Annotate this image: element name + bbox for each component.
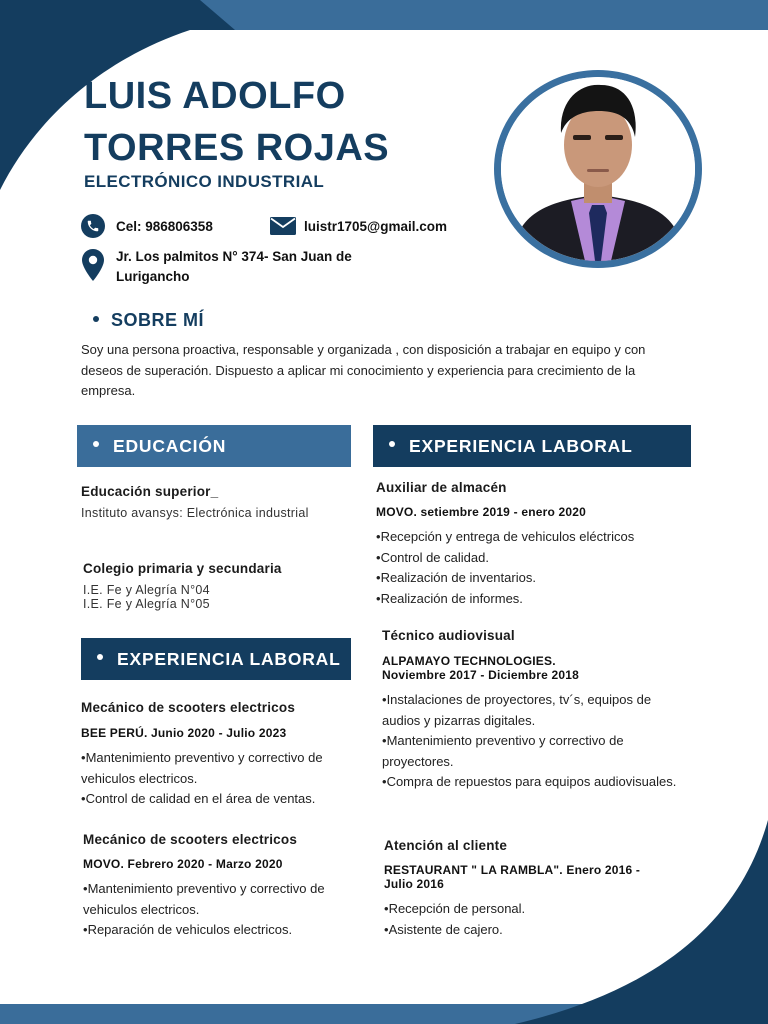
name-line-2: TORRES ROJAS [84, 127, 390, 169]
education-item-detail: Instituto avansys: Electrónica industrial [81, 506, 309, 520]
bullet-dot-icon [93, 441, 99, 447]
job-title: Mecánico de scooters electricos [83, 832, 298, 847]
person-portrait-icon [501, 77, 695, 261]
job-title: Mecánico de scooters electricos [81, 700, 296, 715]
list-item: • Control de calidad en el área de ventas. [81, 789, 356, 810]
experience-right-header [373, 425, 691, 467]
list-item: • Control de calidad. [376, 548, 696, 569]
education-header [77, 425, 351, 467]
list-item: • Mantenimiento preventivo y correctivo de proyectores. [382, 731, 692, 772]
about-text: Soy una persona proactiva, responsable y organizada , con disposición a trabajar en equipo y con deseos de superación. Dispuesto a aplicar mi conocimiento y experiencia para crecimiento de la empresa. [81, 342, 646, 398]
list-item: • Reparación de vehiculos electricos. [83, 920, 358, 941]
phone-icon [81, 214, 105, 238]
list-item: • Asistente de cajero. [384, 920, 684, 941]
job-bullets [81, 748, 356, 810]
job-title: Auxiliar de almacén [376, 480, 507, 495]
job-company-line: RESTAURANT " LA RAMBLA". Enero 2016 - [384, 863, 641, 877]
education-detail-line: I.E. Fe y Alegría N°05 [83, 596, 210, 611]
full-name [84, 70, 389, 174]
experience-right-heading-text: EXPERIENCIA LABORAL [409, 435, 633, 456]
education-detail-line: I.E. Fe y Alegría N°04 [83, 583, 210, 597]
job-company-line: Julio 2016 [384, 877, 445, 891]
about-heading [93, 310, 204, 331]
job-company [382, 654, 579, 682]
job-company-line: Noviembre 2017 - Diciembre 2018 [382, 668, 579, 682]
profile-photo [494, 70, 702, 268]
job-bullets [382, 690, 692, 793]
list-item: • Realización de informes. [376, 589, 696, 610]
job-company: MOVO. Febrero 2020 - Marzo 2020 [83, 857, 283, 871]
job-company: BEE PERÚ. Junio 2020 - Julio 2023 [81, 726, 287, 740]
bullet-dot-icon [93, 316, 99, 322]
phone-contact [81, 214, 105, 238]
job-title: Atención al cliente [384, 838, 508, 853]
experience-left-header [81, 638, 351, 680]
location-icon-wrap [82, 249, 104, 286]
education-item-title: Educación superior_ [81, 484, 219, 499]
list-item: • Compra de repuestos para equipos audiovisuales. [382, 772, 692, 793]
education-item-title: Colegio primaria y secundaria [83, 561, 282, 576]
phone-text: Cel: 986806358 [116, 219, 213, 234]
list-item: • Realización de inventarios. [376, 568, 696, 589]
job-company-line: ALPAMAYO TECHNOLOGIES. [382, 654, 556, 668]
address-text: Jr. Los palmitos N° 374- San Juan de Lurigancho [116, 249, 352, 284]
list-item: • Instalaciones de proyectores, tv´s, equipos de audios y pizarras digitales. [382, 690, 692, 731]
experience-left-heading-text: EXPERIENCIA LABORAL [117, 648, 341, 669]
job-bullets [384, 899, 684, 940]
job-company [384, 863, 640, 891]
email-icon-wrap [270, 217, 296, 240]
map-pin-icon [82, 249, 104, 281]
bullet-dot-icon [389, 441, 395, 447]
job-bullets [83, 879, 358, 941]
job-title: ELECTRÓNICO INDUSTRIAL [84, 172, 325, 191]
education-item-detail [83, 584, 210, 611]
list-item: • Recepción y entrega de vehiculos eléctricos [376, 527, 696, 548]
list-item: • Mantenimiento preventivo y correctivo de vehiculos electricos. [81, 748, 356, 789]
job-bullets [376, 527, 696, 609]
bullet-dot-icon [97, 654, 103, 660]
job-title: Técnico audiovisual [382, 628, 515, 643]
list-item: • Mantenimiento preventivo y correctivo de vehiculos electricos. [83, 879, 358, 920]
list-item: • Recepción de personal. [384, 899, 684, 920]
education-heading-text: EDUCACIÓN [113, 435, 227, 456]
email-text[interactable]: luistr1705@gmail.com [304, 219, 447, 234]
envelope-icon [270, 217, 296, 235]
name-line-1: LUIS ADOLFO [84, 75, 346, 117]
job-company: MOVO. setiembre 2019 - enero 2020 [376, 505, 587, 519]
about-heading-text: SOBRE MÍ [111, 310, 205, 330]
